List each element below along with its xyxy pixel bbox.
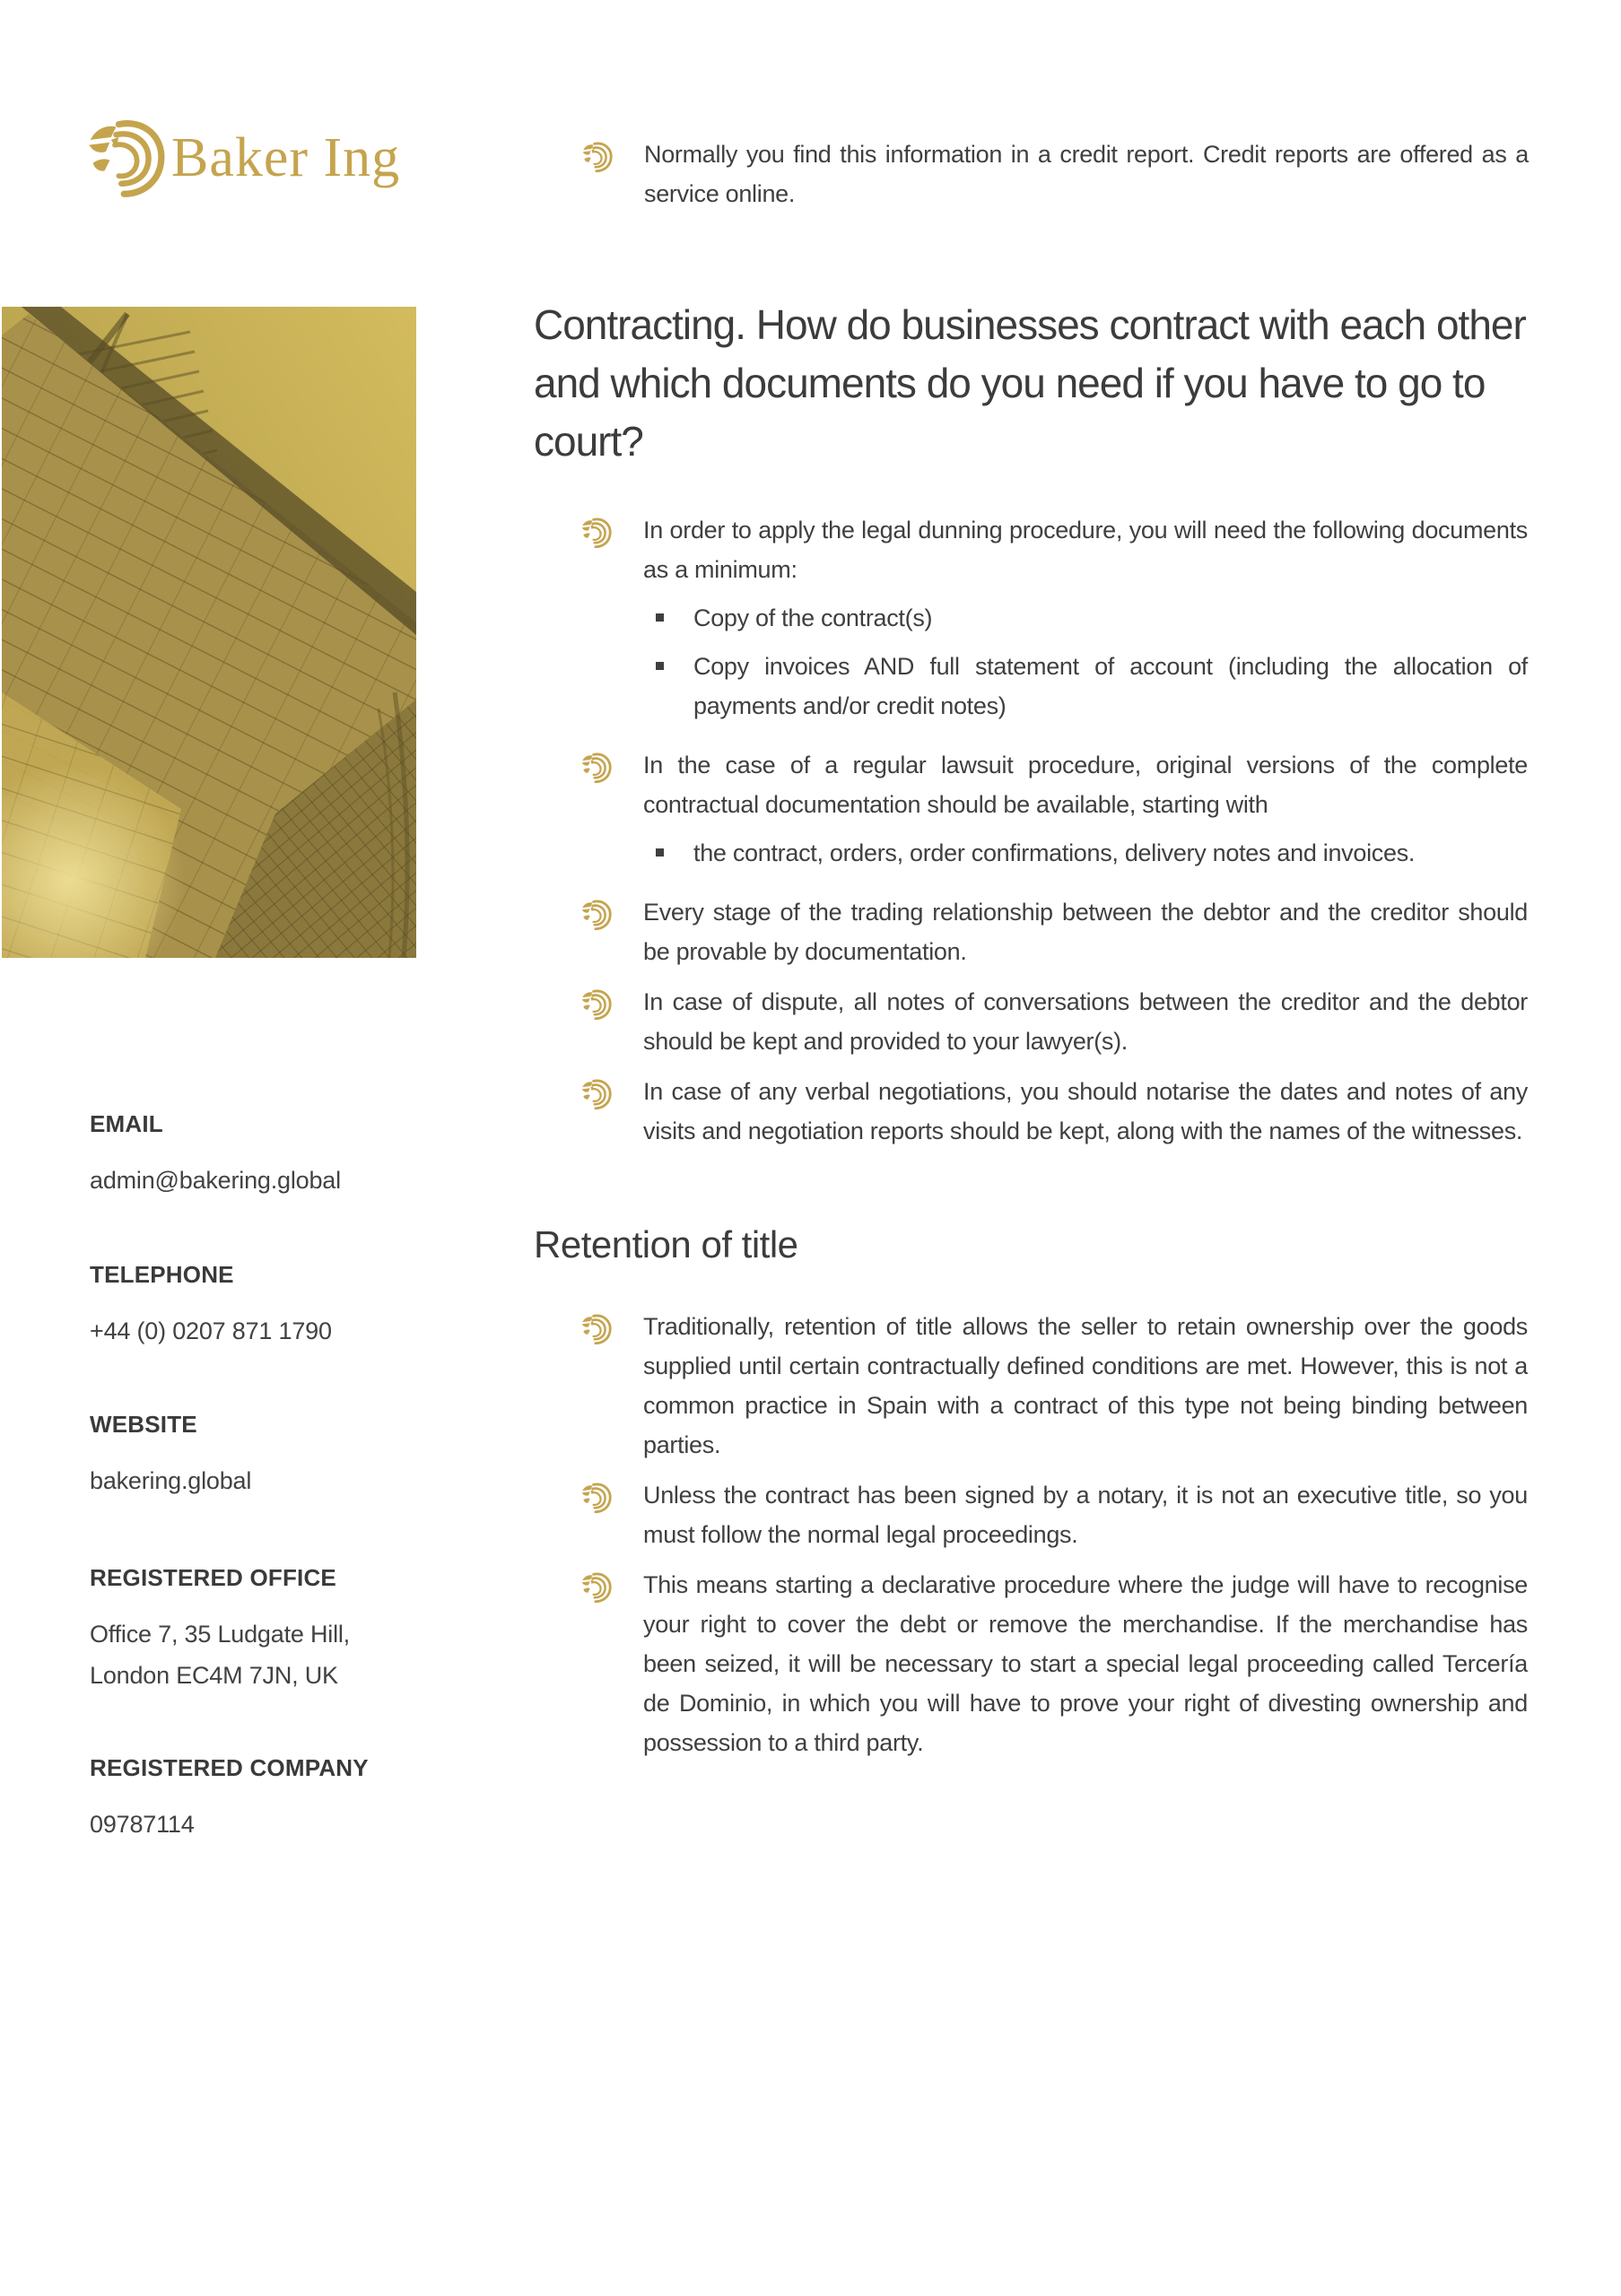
registered-office-line2: London EC4M 7JN, UK	[90, 1662, 338, 1689]
sub-bullet-text: Copy invoices AND full statement of account (including the allocation of payments and/or credit notes)	[693, 653, 1528, 719]
square-bullet-marker	[643, 598, 693, 622]
lion-bullet-icon	[580, 510, 643, 551]
sub-list-item	[643, 647, 1528, 726]
list-item	[534, 1565, 1528, 1762]
main-content	[534, 296, 1528, 1773]
lion-bullet-icon	[580, 1565, 643, 1605]
square-bullet-marker	[643, 647, 693, 670]
sub-list-item	[643, 598, 1528, 638]
contact-email	[90, 1110, 449, 1201]
registered-office-label: REGISTERED OFFICE	[90, 1564, 336, 1591]
lion-bullet-icon	[580, 1072, 643, 1112]
lion-bullet-icon	[580, 745, 643, 786]
list-item	[534, 1072, 1528, 1151]
page-title: Contracting. How do businesses contract with each other and which documents do you need if you have to go to court?	[534, 301, 1526, 465]
lion-bullet-icon	[580, 892, 643, 933]
bullet-text: In case of any verbal negotiations, you should notarise the dates and notes of any visits and negotiation reports should be kept, along with the names of the witnesses.	[643, 1078, 1528, 1144]
website-value: bakering.global	[90, 1467, 252, 1494]
registered-company-value: 09787114	[90, 1811, 195, 1838]
lion-bullet-icon	[580, 1475, 643, 1516]
registered-company-label: REGISTERED COMPANY	[90, 1754, 369, 1781]
lion-icon	[85, 115, 168, 201]
bullet-text: Traditionally, retention of title allows the seller to retain ownership over the goods supplied until certain contractually defined conditions are met. However, this is not a common practice in Spain with a contract of this type not being binding between parties.	[643, 1313, 1528, 1458]
sub-list-item	[643, 833, 1528, 873]
registered-office-line1: Office 7, 35 Ludgate Hill,	[90, 1621, 350, 1648]
sub-bullet-text: the contract, orders, order confirmations, delivery notes and invoices.	[693, 839, 1416, 866]
email-label: EMAIL	[90, 1110, 163, 1137]
intro-bullet	[581, 135, 1529, 213]
list-item	[534, 510, 1528, 735]
email-value: admin@bakering.global	[90, 1167, 341, 1194]
lion-bullet-icon	[580, 982, 643, 1022]
lion-bullet-icon	[580, 1307, 643, 1347]
sub-bullet-text: Copy of the contract(s)	[693, 604, 933, 631]
building-photo	[2, 307, 416, 958]
contact-registered-office	[90, 1564, 449, 1696]
list-item	[534, 892, 1528, 971]
square-bullet-marker	[643, 833, 693, 857]
bullet-text: In case of dispute, all notes of conversations between the creditor and the debtor should be kept and provided to your lawyer(s).	[643, 988, 1528, 1055]
bullet-text: In the case of a regular lawsuit procedure, original versions of the complete contractual documentation should be available, starting with	[643, 752, 1528, 818]
website-label: WEBSITE	[90, 1411, 197, 1438]
list-item	[534, 1307, 1528, 1465]
section-title-retention-of-title: Retention of title	[534, 1223, 798, 1265]
bullet-text: In order to apply the legal dunning procedure, you will need the following documents as a minimum:	[643, 517, 1528, 583]
bullet-text: Unless the contract has been signed by a notary, it is not an executive title, so you must follow the normal legal proceedings.	[643, 1482, 1528, 1548]
telephone-label: TELEPHONE	[90, 1261, 234, 1288]
lion-bullet-icon	[581, 135, 644, 175]
contact-registered-company	[90, 1754, 449, 1845]
telephone-value: +44 (0) 0207 871 1790	[90, 1318, 332, 1344]
list-item	[534, 982, 1528, 1061]
bullet-text: This means starting a declarative procedure where the judge will have to recognise your right to cover the debt or remove the merchandise. If the merchandise has been seized, it will be necessary to start a special legal proceeding called Tercería de Dominio, in which you will have to prove your right of divesting ownership and possession to a third party.	[643, 1571, 1528, 1756]
bullet-text: Every stage of the trading relationship between the debtor and the creditor should be provable by documentation.	[643, 899, 1528, 965]
contact-website	[90, 1411, 449, 1501]
list-item	[534, 745, 1528, 882]
brand-name: Baker Ing	[171, 126, 401, 188]
contact-telephone	[90, 1261, 449, 1352]
intro-text: Normally you find this information in a credit report. Credit reports are offered as a service online.	[644, 141, 1529, 207]
list-item	[534, 1475, 1528, 1554]
brand-logo	[85, 115, 400, 201]
